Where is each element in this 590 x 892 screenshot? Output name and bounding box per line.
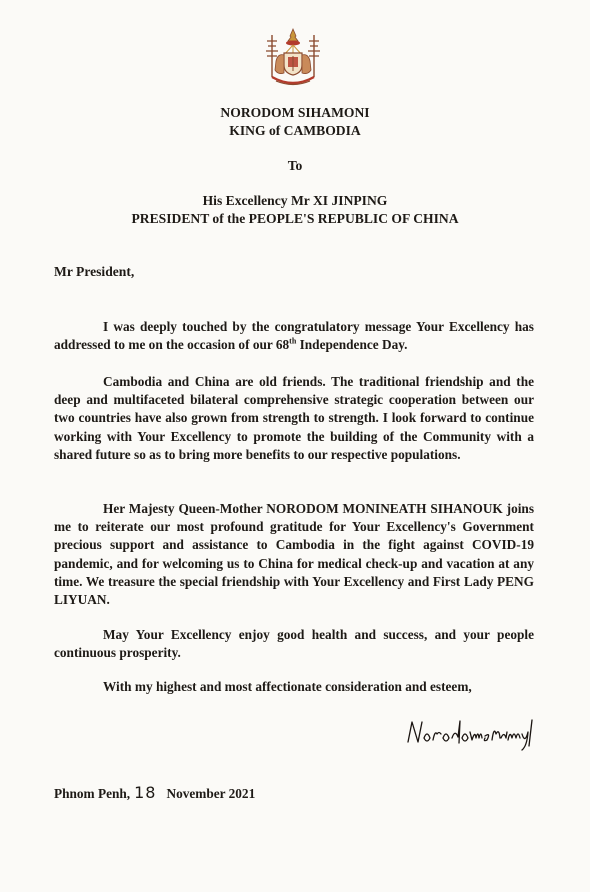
- closing-line: With my highest and most affectionate consideration and esteem,: [103, 679, 472, 694]
- paragraph-4: [54, 626, 534, 662]
- ordinal-suffix: th: [289, 336, 297, 346]
- recipient-block: [0, 192, 590, 228]
- recipient-title: PRESIDENT of the PEOPLE'S REPUBLIC OF CHINA: [131, 211, 459, 226]
- paragraph-3-text: Her Majesty Queen-Mother NORODOM MONINEATH SIHANOUK joins me to reiterate our most profound gratitude for Your Excellency's Government precious support and assistance to Cambodia in the fight against COVID-19 pandemic, and for welcoming us to China for medical check-up and vacation at any time. We treasure the special friendship with Your Excellency and First Lady PENG LIYUAN.: [54, 501, 534, 608]
- sender-title: KING of CAMBODIA: [229, 123, 361, 138]
- month-year: November 2021: [166, 786, 256, 801]
- place: Phnom Penh,: [54, 786, 131, 801]
- sender-block: [0, 104, 590, 140]
- paragraph-3: [54, 500, 534, 609]
- salutation: Mr President,: [54, 264, 135, 279]
- handwritten-signature: [402, 712, 542, 752]
- royal-coat-of-arms-icon: [262, 27, 324, 89]
- paragraph-4-text: May Your Excellency enjoy good health and success, and your people continuous prosperity.: [54, 627, 534, 661]
- recipient-name: His Excellency Mr XI JINPING: [202, 193, 388, 208]
- handwritten-day: 18: [134, 783, 157, 802]
- to-label: To: [287, 158, 303, 173]
- place-and-date: [54, 783, 255, 802]
- paragraph-1-end: Independence Day.: [296, 337, 408, 353]
- sender-name: NORODOM SIHAMONI: [220, 105, 370, 120]
- paragraph-2: [54, 373, 534, 464]
- paragraph-1: [54, 318, 534, 354]
- paragraph-2-text: Cambodia and China are old friends. The traditional friendship and the deep and multifaceted bilateral comprehensive strategic cooperation between our two countries have also grown from strength to strength. I look forward to continue working with Your Excellency to promote the building of the Community with a shared future so as to bring more benefits to our respective populations.: [54, 374, 534, 462]
- paragraph-1-text: I was deeply touched by the congratulatory message Your Excellency has addressed to me on the occasion of our 68: [54, 319, 534, 353]
